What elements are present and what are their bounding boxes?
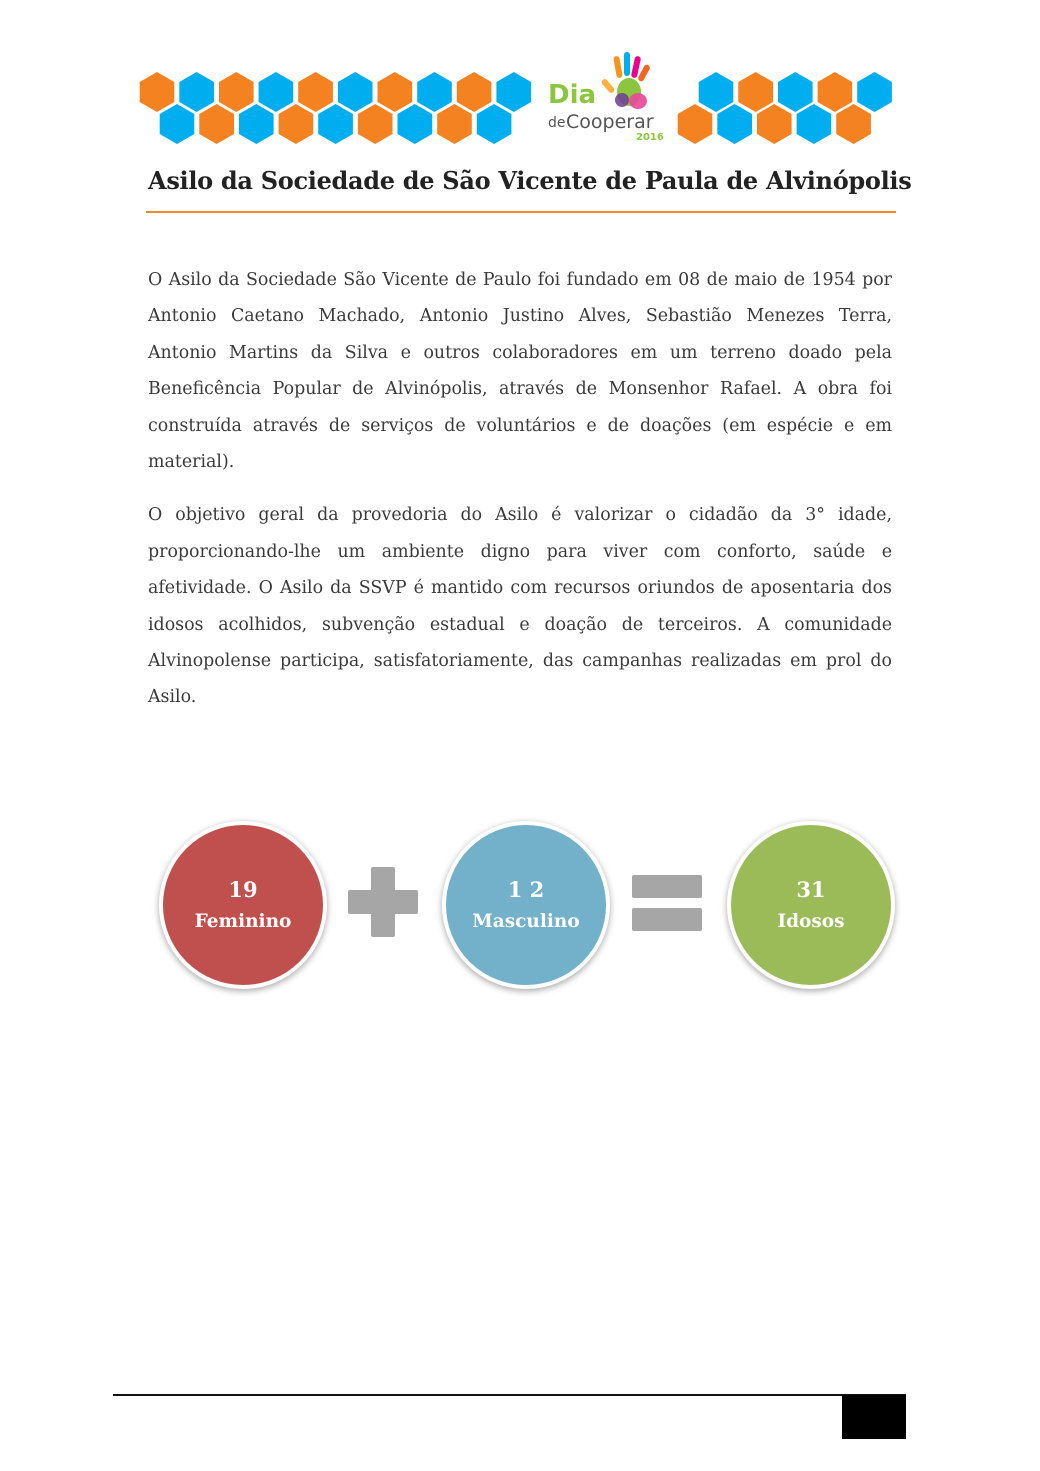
- hexagon-tile: [160, 104, 195, 144]
- logo-word-dia: Dia: [548, 80, 597, 110]
- colorful-hand-icon: [601, 52, 651, 109]
- title-underline: [146, 211, 896, 213]
- hexagon-tile: [797, 104, 832, 144]
- hexagon-tile: [398, 104, 433, 144]
- hexagon-tile: [378, 72, 413, 112]
- body-text: [148, 262, 892, 733]
- hexagon-tile: [179, 72, 214, 112]
- stat-male-label: Masculino: [472, 911, 580, 932]
- paragraph-history: O Asilo da Sociedade São Vicente de Paulo foi fundado em 08 de maio de 1954 por Antonio Caetano Machado, Antonio Justino Alves, Sebastião Menezes Terra, Antonio Martins da Silva e outros colaboradores em um terreno doado pela Beneficência Popular de Alvinópolis, através de Monsenhor Rafael. A obra foi construída através de serviços de voluntários e de doações (em espécie e em material).: [148, 270, 892, 473]
- hexagon-tile: [757, 104, 792, 144]
- header-banner: [138, 48, 894, 146]
- hexagon-tile: [857, 72, 892, 112]
- hexagon-tile: [818, 72, 853, 112]
- honeycomb-left: [140, 72, 531, 144]
- hexagon-tile: [239, 104, 274, 144]
- stat-total-label: Idosos: [777, 911, 845, 932]
- hexagon-tile: [417, 72, 452, 112]
- hexagon-tile: [358, 104, 393, 144]
- logo-word-cooperar: Cooperar: [566, 111, 654, 133]
- plus-icon: [348, 867, 418, 937]
- hexagon-tile: [778, 72, 813, 112]
- hexagon-tile: [338, 72, 373, 112]
- hexagon-tile: [496, 72, 531, 112]
- stat-female-value: 19: [228, 877, 258, 902]
- honeycomb-right: [678, 72, 892, 144]
- footer-rule: [113, 1394, 906, 1396]
- page-title: Asilo da Sociedade de São Vicente de Paula de Alvinópolis: [148, 166, 912, 195]
- hexagon-tile: [678, 104, 713, 144]
- hexagon-tile: [457, 72, 492, 112]
- hexagon-tile: [140, 72, 175, 112]
- stat-total-value: 31: [796, 877, 826, 902]
- stat-circle-total: [727, 821, 895, 989]
- stat-circle-female: [159, 821, 327, 989]
- paragraph-objective: O objetivo geral da provedoria do Asilo é valorizar o cidadão da 3° idade, proporcionando-lhe um ambiente digno para viver com conforto, saúde e afetividade. O Asilo da SSVP é mantido com recursos oriundos de aposentaria dos idosos acolhidos, subvenção estadual e doação de terceiros. A comunidade Alvinopolense participa, satisfatoriamente, das campanhas realizadas em prol do Asilo.: [148, 505, 892, 708]
- hexagon-tile: [738, 72, 773, 112]
- stat-circle-male: [442, 821, 610, 989]
- hexagon-tile: [477, 104, 512, 144]
- hexagon-tile: [279, 104, 314, 144]
- hexagon-tile: [199, 104, 234, 144]
- stat-male-value: 1 2: [507, 877, 545, 902]
- hexagon-tile: [699, 72, 734, 112]
- hexagon-tile: [259, 72, 294, 112]
- honeycomb-banner-graphic: [138, 48, 894, 146]
- hexagon-tile: [318, 104, 353, 144]
- logo-word-de: de: [548, 115, 566, 131]
- logo-year: 2016: [636, 132, 664, 143]
- hexagon-tile: [836, 104, 871, 144]
- equals-icon: [632, 873, 702, 931]
- stat-female-label: Feminino: [194, 911, 292, 932]
- hexagon-tile: [219, 72, 254, 112]
- hexagon-tile: [717, 104, 752, 144]
- hexagon-tile: [298, 72, 333, 112]
- page-number-box: [842, 1395, 906, 1439]
- hexagon-tile: [437, 104, 472, 144]
